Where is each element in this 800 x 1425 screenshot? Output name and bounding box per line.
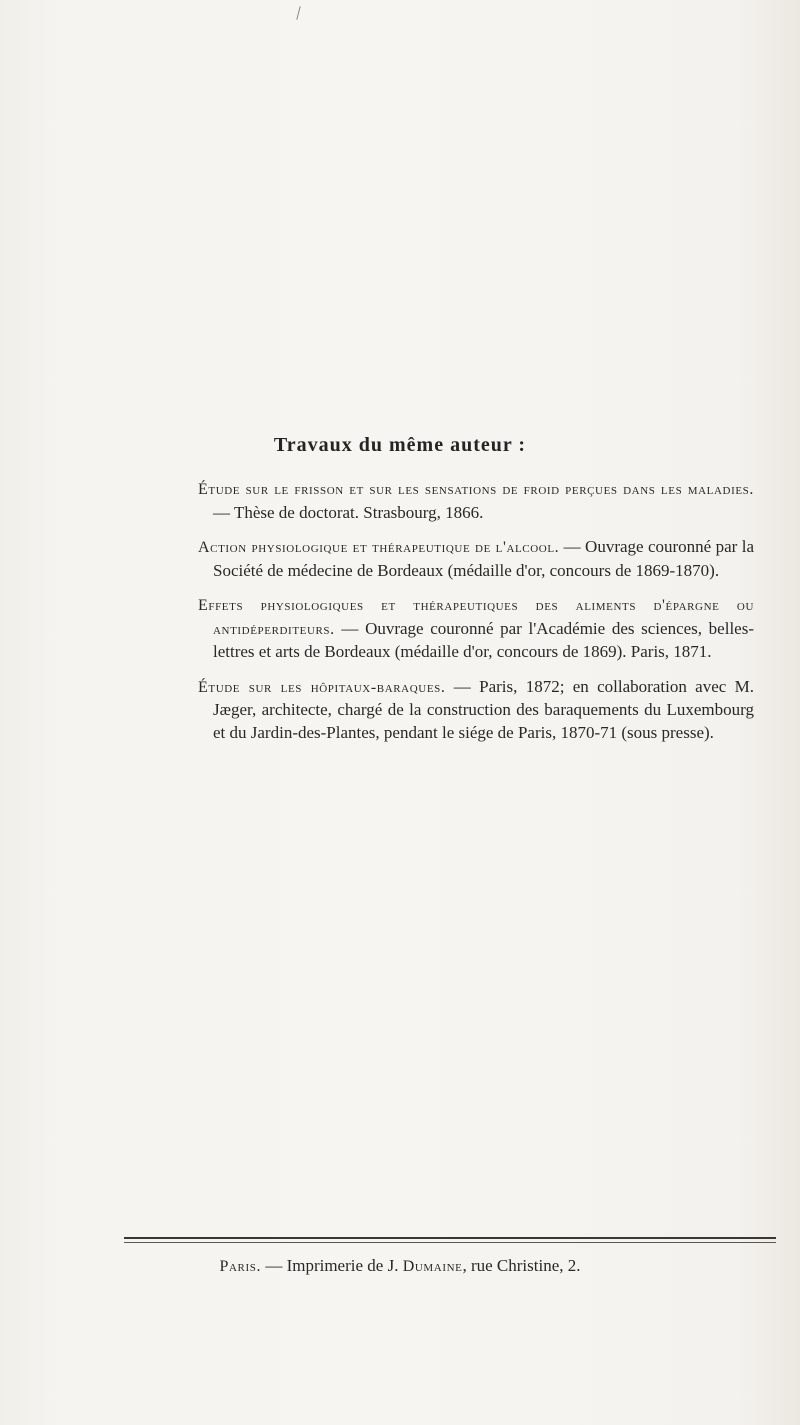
entry-details: — Thèse de doctorat. Strasbourg, 1866. bbox=[213, 502, 484, 522]
bibliography-list bbox=[198, 478, 754, 756]
entry-title: Étude sur les hôpitaux-baraques. bbox=[198, 678, 446, 696]
footer-rule-thick bbox=[124, 1237, 776, 1239]
footer-rule-thin bbox=[124, 1242, 776, 1243]
entry-details: — Ouvrage couronné par la Société de médecine de Bordeaux (médaille d'or, concours de 1869-1870). bbox=[213, 537, 754, 580]
entry-title: Action physiologique et thérapeutique de l'alcool. bbox=[198, 539, 560, 556]
bibliography-entry bbox=[198, 594, 754, 664]
imprint-city: Paris. bbox=[219, 1258, 262, 1275]
imprint-printer: Dumaine bbox=[402, 1258, 463, 1275]
bibliography-entry bbox=[198, 536, 754, 582]
section-heading: Travaux du même auteur : bbox=[273, 434, 527, 456]
entry-details: — Ouvrage couronné par l'Académie des sciences, belles-lettres et arts de Bordeaux (médaille d'or, concours de 1869). Paris, 1871. bbox=[213, 618, 754, 661]
bibliography-entry bbox=[198, 478, 754, 524]
entry-title: Effets physiologiques et thérapeutiques des aliments d'épargne ou antidéperditeurs. bbox=[198, 597, 754, 638]
imprint-address: , rue Christine, 2. bbox=[462, 1256, 581, 1275]
printer-imprint bbox=[0, 1256, 800, 1276]
entry-details: — Paris, 1872; en collaboration avec M. Jæger, architecte, chargé de la construction des baraquements du Luxembourg et du Jardin-des-Plantes, pendant le siége de Paris, 1870-71 (sous presse). bbox=[213, 676, 754, 742]
stray-ink-mark bbox=[296, 6, 300, 20]
entry-title: Étude sur le frisson et sur les sensations de froid perçues dans les maladies. bbox=[198, 481, 754, 498]
bibliography-entry bbox=[198, 676, 754, 745]
imprint-separator: — Imprimerie de J. bbox=[261, 1256, 403, 1275]
